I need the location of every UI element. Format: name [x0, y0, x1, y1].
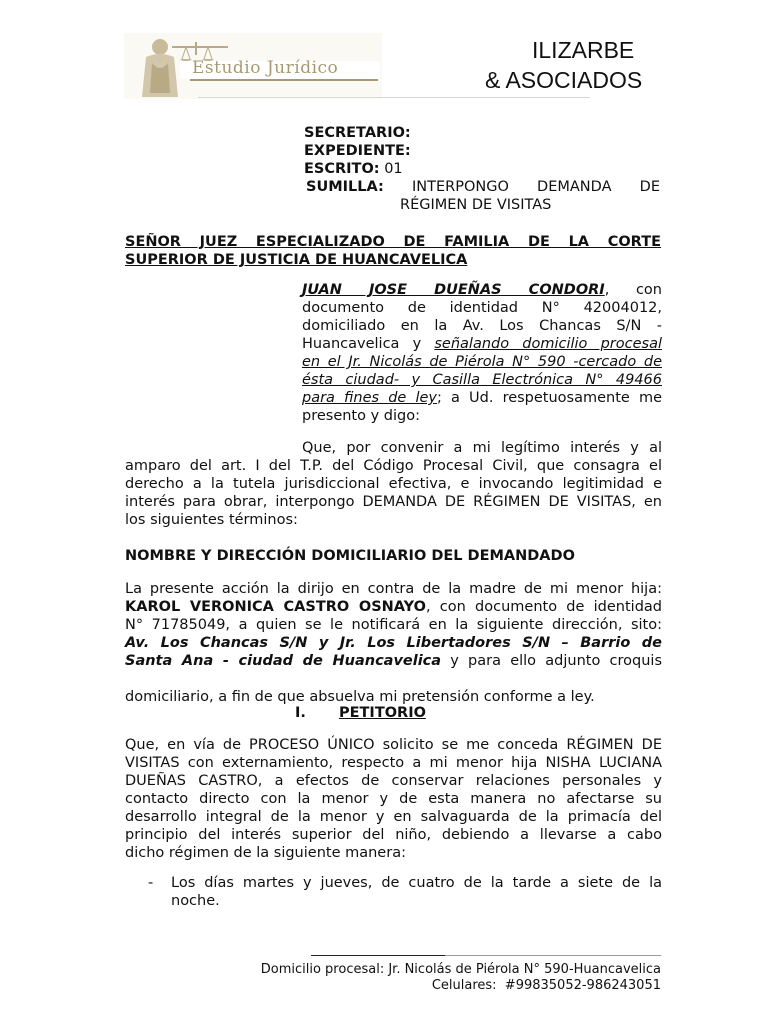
sumilla-label: SUMILLA: — [306, 179, 384, 195]
petitorio-line4: contacto directo con la menor y de esta manera no afectarse su — [125, 791, 662, 807]
logo-underline — [190, 79, 378, 81]
logo-text: Estudio Jurídico — [192, 58, 339, 78]
procedural-domicile-text: señalando domicilio procesal — [434, 336, 662, 352]
header-rule — [198, 97, 590, 98]
petitorio-line3: DUEÑAS CASTRO, a efectos de conservar relaciones personales y — [125, 773, 662, 789]
addressee-line2: SUPERIOR DE JUSTICIA DE HUANCAVELICA — [125, 252, 468, 268]
sumilla-line2: RÉGIMEN DE VISITAS — [400, 197, 552, 213]
defendant-address-line1: Av. Los Chancas S/N y Jr. Los Libertadores S/N – Barrio de — [125, 635, 662, 651]
petitorio-number: I. — [295, 705, 306, 721]
bullet-marker: - — [148, 875, 154, 891]
footer-address: Domicilio procesal: Jr. Nicolás de Piérola N° 590-Huancavelica — [260, 962, 661, 977]
firm-name-line1: ILIZARBE — [532, 37, 635, 63]
escrito-value: 01 — [384, 161, 403, 177]
plaintiff-name: JUAN JOSE DUEÑAS CONDORI — [302, 282, 605, 298]
petitorio-title: PETITORIO — [339, 705, 426, 721]
petitorio-line2: VISITAS con externamiento, respecto a mi menor hija NISHA LUCIANA — [125, 755, 662, 771]
footer-rule-light — [445, 955, 661, 956]
escrito-row — [304, 160, 403, 178]
plaintiff-line6: ésta ciudad- y Casilla Electrónica N° 49466 — [302, 372, 662, 388]
intro-line4: interés para obrar, interpongo DEMANDA DE RÉGIMEN DE VISITAS, en — [125, 494, 662, 510]
petitorio-line1: Que, en vía de PROCESO ÚNICO solicito se me conceda RÉGIMEN DE — [125, 737, 662, 753]
plaintiff-line3: domiciliado en la Av. Los Chancas S/N - — [302, 318, 662, 334]
defendant-name: KAROL VERONICA CASTRO OSNAYO — [125, 599, 426, 615]
plaintiff-line5: en el Jr. Nicolás de Piérola N° 590 -cercado de — [302, 354, 662, 370]
secretario-label: SECRETARIO: — [304, 125, 411, 141]
petitorio-line7: dicho régimen de la siguiente manera: — [125, 845, 406, 861]
footer-phones: Celulares: #99835052-986243051 — [431, 978, 661, 993]
plaintiff-line1: JUAN JOSE DUEÑAS CONDORI, con — [302, 282, 662, 298]
bullet-line2: noche. — [171, 893, 220, 909]
firm-logo — [124, 33, 382, 99]
footer-rule-dark — [311, 955, 445, 956]
petitorio-line5: desarrollo integral de la menor y en salvaguarda de la primacía del — [125, 809, 662, 825]
escrito-label: ESCRITO: — [304, 161, 380, 177]
intro-line5: los siguientes términos: — [125, 512, 298, 528]
petitorio-line6: principio del interés superior del niño, debiendo a llevarse a cabo — [125, 827, 662, 843]
defendant-line2: KAROL VERONICA CASTRO OSNAYO, con documento de identidad — [125, 599, 662, 615]
defendant-line1: La presente acción la dirijo en contra de la madre de mi menor hija: — [125, 581, 662, 597]
plaintiff-line8: presento y digo: — [302, 408, 420, 424]
expediente-label: EXPEDIENTE: — [304, 143, 411, 159]
addressee-line1: SEÑOR JUEZ ESPECIALIZADO DE FAMILIA DE LA CORTE — [125, 234, 661, 250]
intro-line2: amparo del art. I del T.P. del Código Procesal Civil, que consagra el — [125, 458, 662, 474]
firm-name-line2: & ASOCIADOS — [485, 67, 643, 93]
plaintiff-line2: documento de identidad N° 42004012, — [302, 300, 662, 316]
intro-line1: Que, por convenir a mi legítimo interés y al — [302, 440, 662, 456]
sumilla-line1: INTERPONGO DEMANDA DE — [412, 179, 660, 195]
defendant-line6: domiciliario, a fin de que absuelva mi pretensión conforme a ley. — [125, 689, 595, 705]
defendant-heading: NOMBRE Y DIRECCIÓN DOMICILIARIO DEL DEMANDADO — [125, 548, 575, 564]
defendant-address-line2: Santa Ana - ciudad de Huancavelica y para ello adjunto croquis — [125, 653, 662, 669]
plaintiff-line4: Huancavelica y señalando domicilio procesal — [302, 336, 662, 352]
bullet-line1: Los días martes y jueves, de cuatro de la tarde a siete de la — [171, 875, 662, 891]
intro-line3: derecho a la tutela jurisdiccional efectiva, e invocando legitimidad e — [125, 476, 662, 492]
defendant-line3: N° 71785049, a quien se le notificará en la siguiente dirección, sito: — [125, 617, 662, 633]
plaintiff-line7: para fines de ley; a Ud. respetuosamente me — [302, 390, 663, 406]
